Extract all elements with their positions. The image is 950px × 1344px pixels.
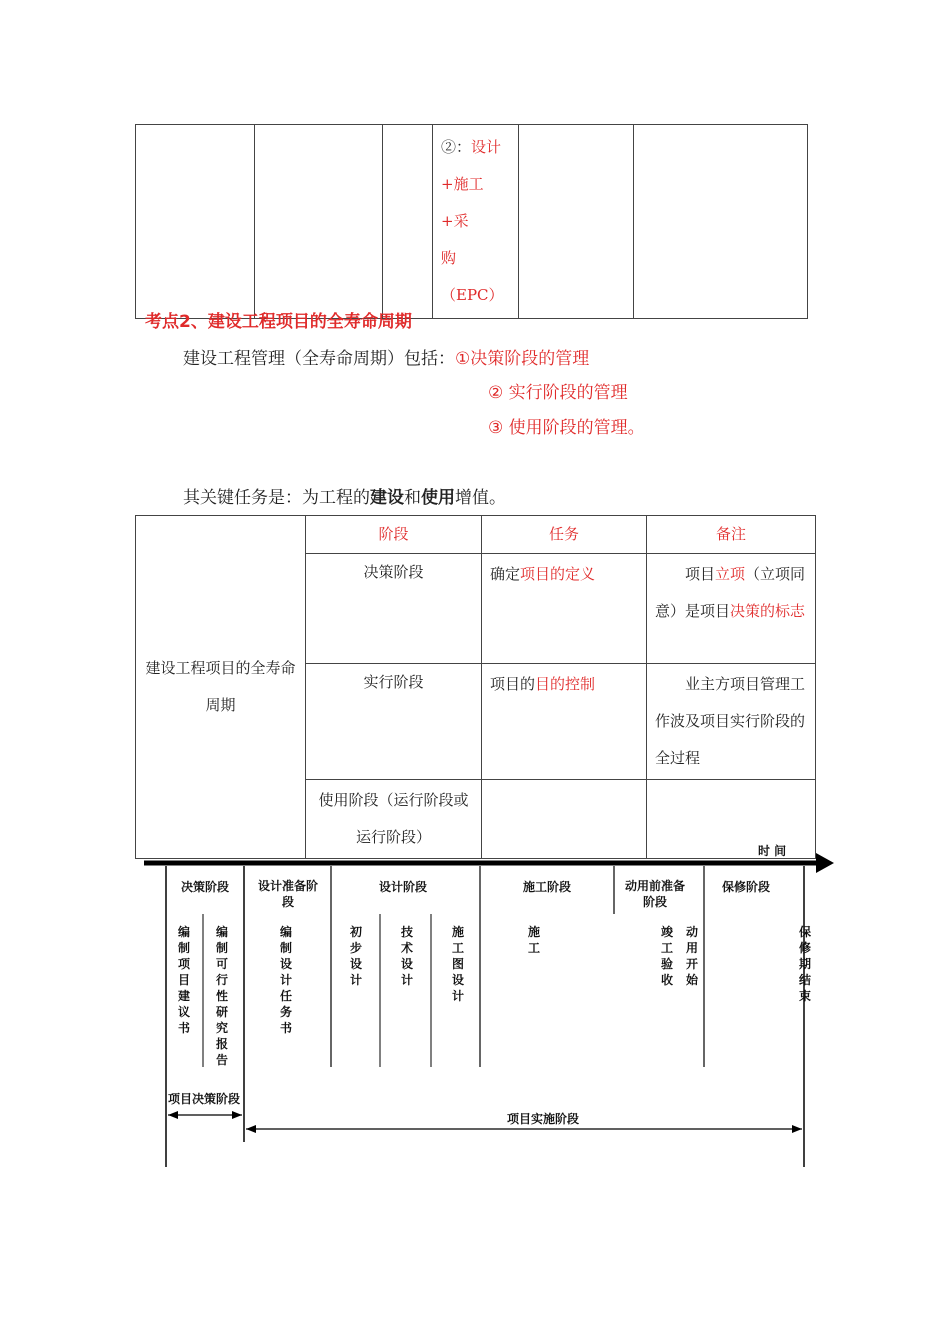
phase-construction: 施工阶段	[522, 880, 571, 894]
sub-drawing: 施工图设计	[451, 925, 464, 1003]
section-heading: 考点2、建设工程项目的全寿命周期	[145, 312, 412, 332]
sub-acceptance: 竣工验收	[660, 925, 673, 987]
key-task-line: 其关键任务是：为工程的建设和使用增值。	[183, 488, 506, 508]
stage-cell: 使用阶段（运行阶段或运行阶段）	[306, 780, 482, 859]
epc-cell: ②：设计 +施工+采 购 （EPC）	[441, 138, 504, 304]
task-cell: 确定项目的定义	[482, 554, 647, 664]
row-header-cell: 建设工程项目的全寿命周期	[136, 516, 306, 859]
stage-cell: 实行阶段	[306, 664, 482, 780]
note-cell: 业主方项目管理工作波及项目实行阶段的全过程	[647, 664, 816, 780]
sub-feasibility: 编制可行性研究报告	[215, 925, 228, 1067]
sub-design-brief: 编制设计任务书	[279, 925, 292, 1035]
sub-preliminary: 初步设计	[349, 925, 362, 987]
sub-warranty-end: 保修期结束	[798, 925, 811, 1003]
phase-decision: 决策阶段	[180, 880, 229, 894]
task-cell: 项目的目的控制	[482, 664, 647, 780]
sub-construct: 施工	[527, 925, 540, 955]
top-table	[135, 124, 808, 319]
sub-proposal: 编制项目建议书	[177, 925, 190, 1035]
sub-technical: 技术设计	[400, 925, 413, 987]
lifecycle-timeline	[138, 842, 838, 1172]
note-cell: 项目立项（立项同意）是项目决策的标志	[647, 554, 816, 664]
item-2: ② 实行阶段的管理	[488, 383, 628, 403]
implementation-phase-label: 项目实施阶段	[506, 1112, 579, 1126]
stage-cell: 决策阶段	[306, 554, 482, 664]
header-note: 备注	[647, 516, 816, 554]
phase-pre-operation: 动用前准备阶段	[624, 879, 685, 909]
header-stage: 阶段	[306, 516, 482, 554]
decision-phase-label: 项目决策阶段	[168, 1092, 241, 1106]
phase-warranty: 保修阶段	[721, 880, 770, 894]
item-3: ③ 使用阶段的管理。	[488, 418, 645, 438]
lifecycle-table	[135, 515, 816, 859]
intro-line: 建设工程管理（全寿命周期）包括：①决策阶段的管理	[183, 349, 590, 369]
phase-design: 设计阶段	[378, 880, 427, 894]
time-label: 时 间	[758, 844, 787, 858]
phase-design-prep: 设计准备阶段	[257, 879, 318, 909]
header-task: 任务	[482, 516, 647, 554]
sub-operation-start: 动用开始	[685, 925, 698, 987]
